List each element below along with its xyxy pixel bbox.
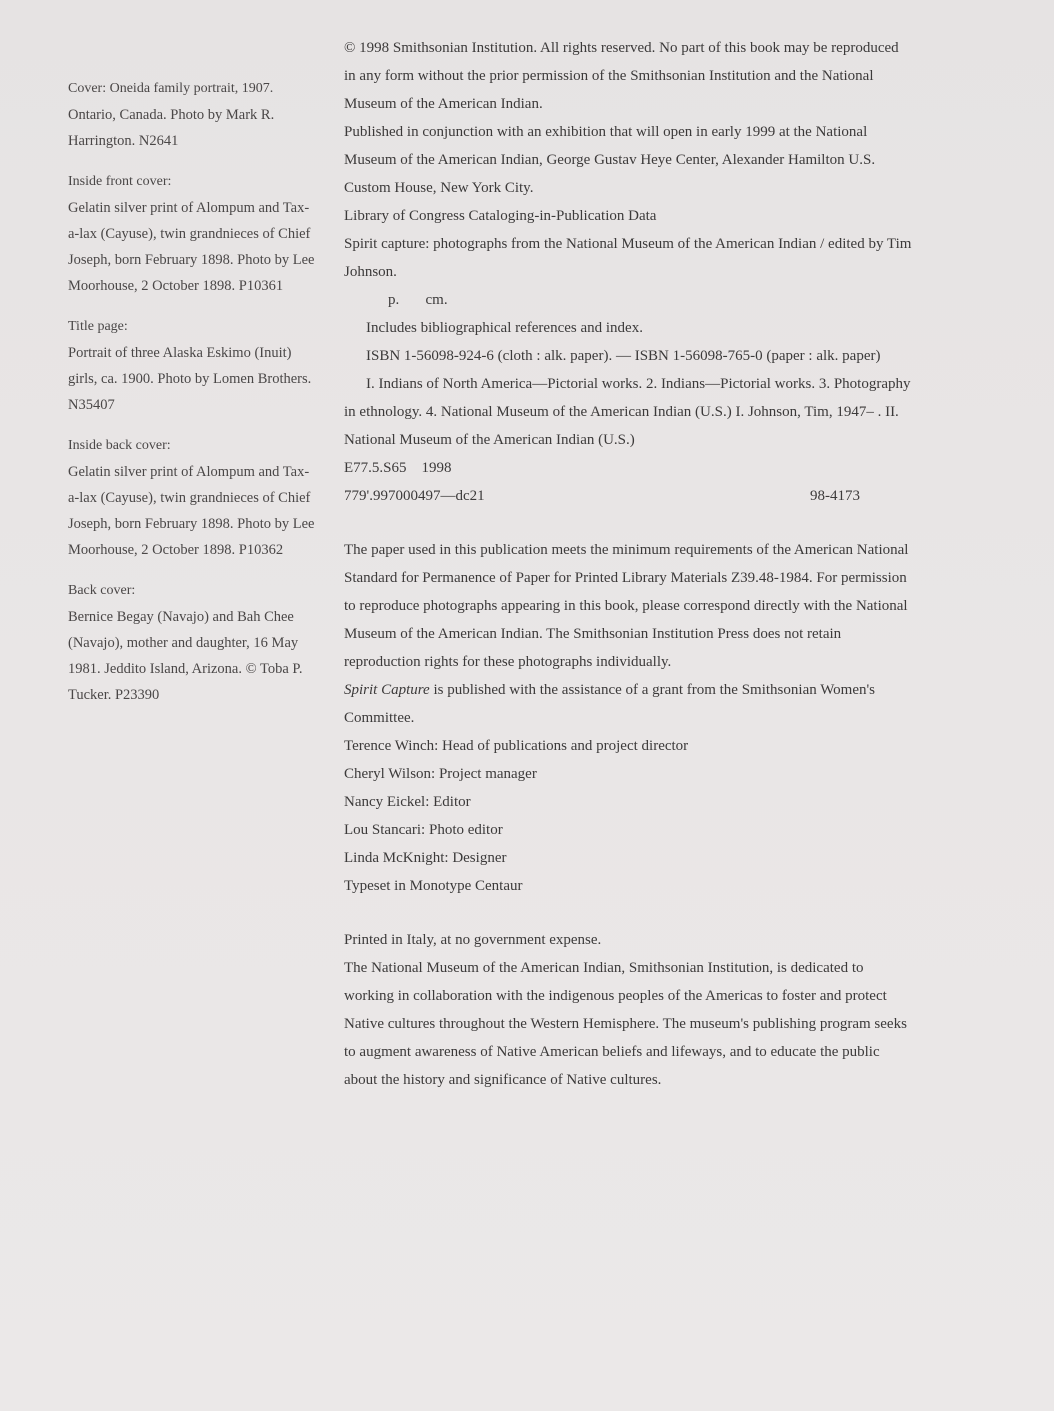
cip-lccn: 98-4173 bbox=[810, 488, 860, 504]
title-page-credit bbox=[68, 314, 316, 418]
cover-credit-body: Ontario, Canada. Photo by Mark R. Harrington. N2641 bbox=[68, 107, 275, 149]
grant-text: is published with the assistance of a grant from the Smithsonian Women's Committee. bbox=[344, 682, 876, 726]
credit-line: Typeset in Monotype Centaur bbox=[344, 878, 523, 894]
credit-line: Nancy Eickel: Editor bbox=[344, 794, 471, 810]
back-cover-credit bbox=[68, 578, 316, 708]
back-cover-body: Bernice Begay (Navajo) and Bah Chee (Navajo), mother and daughter, 16 May 1981. Jeddito Island, Arizona. © Toba P. Tucker. P23390 bbox=[68, 609, 303, 703]
back-cover-heading: Back cover: bbox=[68, 583, 136, 598]
cip-dewey-row bbox=[344, 482, 912, 510]
cip-title: Spirit capture: photographs from the National Museum of the American Indian / edited by Tim Johnson. bbox=[344, 236, 912, 280]
cip-dewey: 779'.997000497—dc21 bbox=[344, 488, 485, 504]
inside-front-cover-heading: Inside front cover: bbox=[68, 174, 172, 189]
inside-front-cover-credit bbox=[68, 169, 316, 299]
cip-pcm: p. cm. bbox=[388, 292, 448, 308]
photo-credits-column bbox=[68, 76, 316, 723]
inside-front-cover-body: Gelatin silver print of Alompum and Tax-a-lax (Cayuse), twin grandnieces of Chief Joseph, born February 1898. Photo by Lee Moorhouse, 2 October 1898. P10361 bbox=[68, 200, 315, 294]
cip-heading: Library of Congress Cataloging-in-Publication Data bbox=[344, 208, 657, 224]
staff-credits bbox=[344, 732, 912, 900]
cip-subjects: I. Indians of North America—Pictorial works. 2. Indians—Pictorial works. 3. Photography in ethnology. 4. National Museum of the American Indian (U.S.) I. Johnson, Tim, 1947– . II. National Museum of the American Indian (U.S.) bbox=[344, 376, 911, 448]
cip-data bbox=[344, 202, 912, 510]
cip-includes: Includes bibliographical references and index. bbox=[366, 320, 643, 336]
mission-statement: The National Museum of the American Indian, Smithsonian Institution, is dedicated to working in collaboration with the indigenous peoples of the Americas to foster and protect Native cultures throughout the Western Hemisphere. The museum's publishing program seeks to augment awareness of Native American beliefs and lifeways, and to educate the public about the history and significance of Native cultures. bbox=[344, 960, 907, 1088]
credit-line: Cheryl Wilson: Project manager bbox=[344, 766, 537, 782]
credit-line: Linda McKnight: Designer bbox=[344, 850, 507, 866]
cip-callno: E77.5.S65 1998 bbox=[344, 460, 452, 476]
credit-line: Lou Stancari: Photo editor bbox=[344, 822, 503, 838]
title-page-heading: Title page: bbox=[68, 319, 128, 334]
exhibition-note: Published in conjunction with an exhibition that will open in early 1999 at the National Museum of the American Indian, George Gustav Heye Center, Alexander Hamilton U.S. Custom House, New York City. bbox=[344, 124, 876, 196]
inside-back-cover-body: Gelatin silver print of Alompum and Tax-a-lax (Cayuse), twin grandnieces of Chief Joseph, born February 1898. Photo by Lee Moorhouse, 2 October 1898. P10362 bbox=[68, 464, 315, 558]
copyright-column bbox=[344, 34, 912, 1094]
cip-isbn: ISBN 1-56098-924-6 (cloth : alk. paper). — ISBN 1-56098-765-0 (paper : alk. paper) bbox=[366, 348, 881, 364]
title-page-body: Portrait of three Alaska Eskimo (Inuit) girls, ca. 1900. Photo by Lomen Brothers. N35407 bbox=[68, 345, 312, 413]
copyright-notice: © 1998 Smithsonian Institution. All rights reserved. No part of this book may be reproduced in any form without the prior permission of the Smithsonian Institution and the National Museum of the American Indian. bbox=[344, 40, 899, 112]
grant-statement bbox=[344, 676, 912, 732]
inside-back-cover-heading: Inside back cover: bbox=[68, 438, 171, 453]
cover-credit-heading: Cover: Oneida family portrait, 1907. bbox=[68, 81, 274, 96]
printed-note: Printed in Italy, at no government expense. bbox=[344, 932, 602, 948]
grant-book-title: Spirit Capture bbox=[344, 682, 430, 698]
inside-back-cover-credit bbox=[68, 433, 316, 563]
paper-statement: The paper used in this publication meets the minimum requirements of the American National Standard for Permanence of Paper for Printed Library Materials Z39.48-1984. For permission to reproduce photographs appearing in this book, please correspond directly with the National Museum of the American Indian. The Smithsonian Institution Press does not retain reproduction rights for these photographs individually. bbox=[344, 542, 909, 670]
cover-credit bbox=[68, 76, 316, 154]
credit-line: Terence Winch: Head of publications and project director bbox=[344, 738, 689, 754]
